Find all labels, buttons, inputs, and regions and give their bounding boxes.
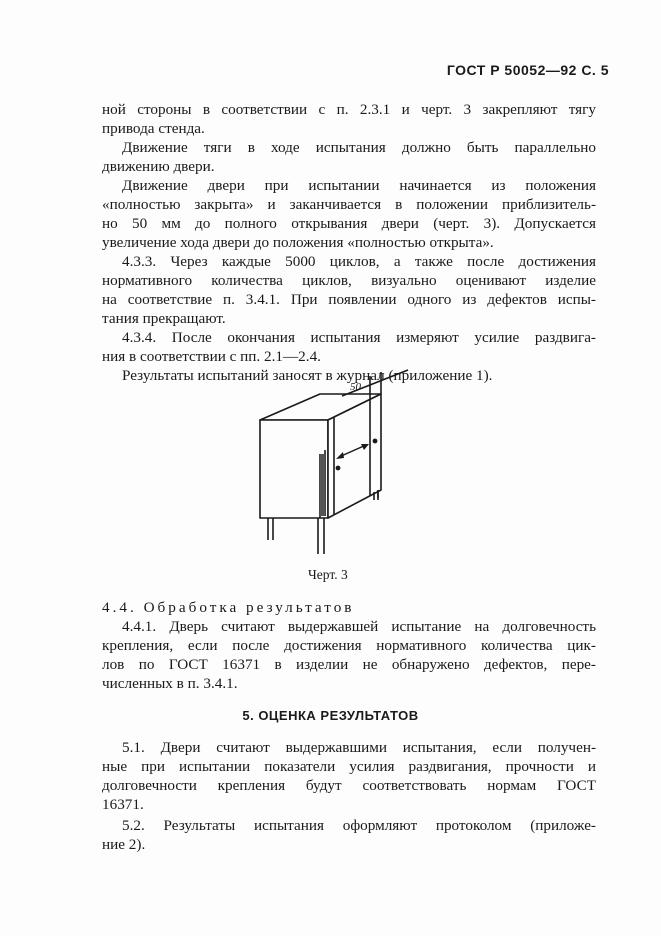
text-line: Движение двери при испытании начинается из положения xyxy=(122,177,596,194)
text-line: 4.3.4. После окончания испытания измеряют усилие раздвига- xyxy=(122,329,596,346)
text-line: ной стороны в соответствии с п. 2.3.1 и черт. 3 закрепляют тягу xyxy=(102,101,596,118)
text-line: 4.3.3. Через каждые 5000 циклов, а также после достижения xyxy=(122,253,596,270)
text-line: движению двери. xyxy=(102,158,215,175)
text-line: крепления, если после достижения нормативного количества цик- xyxy=(102,637,596,654)
text-line: на соответствие п. 3.4.1. При появлении одного из дефектов испы- xyxy=(102,291,596,308)
cabinet-drawing xyxy=(250,368,420,558)
text-line: ние 2). xyxy=(102,836,146,853)
subsection-heading: 4.4. Обработка результатов xyxy=(102,599,355,616)
text-line: привода стенда. xyxy=(102,120,205,137)
text-line: ния в соответствии с пп. 2.1—2.4. xyxy=(102,348,321,365)
figure-caption: Черт. 3 xyxy=(308,567,348,582)
text-line: долговечности крепления будут соответствовать нормам ГОСТ xyxy=(102,777,596,794)
handle-dot xyxy=(336,466,341,471)
text-line: 16371. xyxy=(102,796,144,813)
text-line: тания прекращают. xyxy=(102,310,226,327)
dimension-label: 50 xyxy=(350,381,361,393)
text-line: численных в п. 3.4.1. xyxy=(102,675,238,692)
text-line: 4.4.1. Дверь считают выдержавшей испытание на долговечность xyxy=(122,618,596,635)
text-line: 5.2. Результаты испытания оформляют протоколом (приложе- xyxy=(122,817,596,834)
text-line: Результаты испытаний заносят в журнал (приложение 1). xyxy=(122,367,493,384)
section-title: 5. ОЦЕНКА РЕЗУЛЬТАТОВ xyxy=(242,708,419,723)
text-line: лов по ГОСТ 16371 в изделии не обнаружено дефектов, пере- xyxy=(102,656,596,673)
text-line: нормативного количества циклов, визуально оценивают изделие xyxy=(102,272,596,289)
text-line: но 50 мм до полного открывания двери (черт. 3). Допускается xyxy=(102,215,596,232)
shading-mark xyxy=(320,454,325,516)
text-line: увеличение хода двери до положения «полностью открыта». xyxy=(102,234,494,251)
handle-dot xyxy=(373,439,378,444)
text-line: ные при испытании показатели усилия раздвигания, прочности и xyxy=(102,758,596,775)
text-line: Движение тяги в ходе испытания должно быть параллельно xyxy=(122,139,596,156)
text-line: «полностью закрыта» и заканчивается в положении приблизитель- xyxy=(102,196,596,213)
text-line: 5.1. Двери считают выдержавшими испытания, если получен- xyxy=(122,739,596,756)
running-head: ГОСТ Р 50052—92 С. 5 xyxy=(446,62,609,78)
